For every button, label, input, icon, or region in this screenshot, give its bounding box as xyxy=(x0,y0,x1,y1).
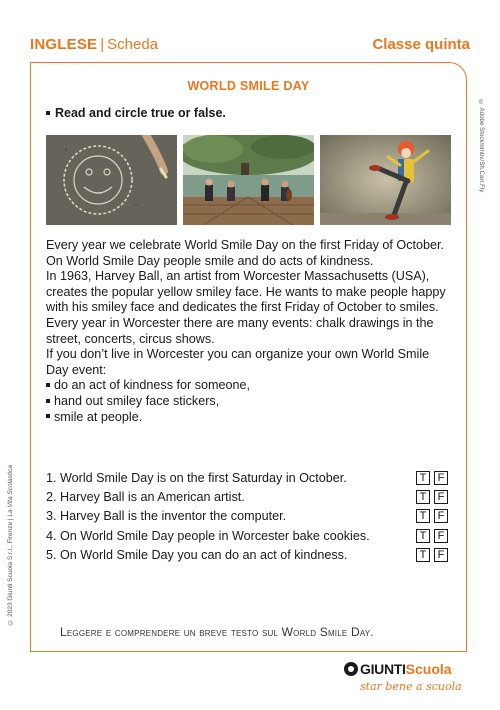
passage-list-text: hand out smiley face stickers, xyxy=(54,393,220,408)
passage-line: If you don’t live in Worcester you can organize your own World Smile xyxy=(46,347,430,362)
false-box[interactable]: F xyxy=(434,529,448,543)
true-box[interactable]: T xyxy=(416,529,430,543)
passage-line: On World Smile Day people smile and do acts of kindness. xyxy=(46,253,374,268)
true-box[interactable]: T xyxy=(416,490,430,504)
passage-list-item xyxy=(46,410,456,426)
passage-list-text: smile at people. xyxy=(54,409,143,424)
passage-list-item xyxy=(46,378,456,394)
true-box[interactable]: T xyxy=(416,471,430,485)
true-box[interactable]: T xyxy=(416,548,430,562)
passage-line: Every year we celebrate World Smile Day on the first Friday of October. xyxy=(46,238,445,252)
passage-line: Day event: xyxy=(46,362,107,377)
question-text: 2. Harvey Ball is an American artist. xyxy=(46,490,245,505)
header-grade: Classe quinta xyxy=(372,36,470,53)
logo-giunti: GIUNTI xyxy=(360,661,406,677)
passage-line: street, concerts, circus shows. xyxy=(46,331,215,346)
string-quartet-photo xyxy=(183,135,314,225)
passage-list-text: do an act of kindness for someone, xyxy=(54,378,251,393)
passage-line: Every year in Worcester there are many events: chalk drawings in the xyxy=(46,315,434,330)
page-header xyxy=(30,36,470,56)
header-type: Scheda xyxy=(107,36,159,53)
reading-passage xyxy=(46,238,456,425)
false-box[interactable]: F xyxy=(434,509,448,523)
true-false-questions xyxy=(46,471,456,567)
passage-line: In 1963, Harvey Ball, an artist from Worcester Massachusetts (USA), xyxy=(46,269,430,284)
passage-list-item xyxy=(46,394,456,410)
chalk-smiley-photo xyxy=(46,135,177,225)
true-box[interactable]: T xyxy=(416,509,430,523)
header-separator: | xyxy=(100,36,105,53)
logo-wordmark xyxy=(344,661,452,677)
question-row xyxy=(46,548,456,567)
learning-objective: Leggere e comprendere un breve testo sul World Smile Day. xyxy=(60,625,374,639)
question-text: 4. On World Smile Day people in Worcester bake cookies. xyxy=(46,528,370,543)
logo-tagline: star bene a scuola xyxy=(360,680,462,693)
publisher-logo xyxy=(344,661,469,695)
false-box[interactable]: F xyxy=(434,548,448,562)
passage-line: with his smiley face and dedicates the first Friday of October to smiles. xyxy=(46,300,439,315)
copyright-notice xyxy=(7,465,14,626)
question-row xyxy=(46,471,456,490)
clown-kick-photo xyxy=(320,135,451,225)
copyright-publication: La Vita Scolastica xyxy=(7,465,14,517)
false-box[interactable]: F xyxy=(434,490,448,504)
copyright-text: © 2023 Giunti Scuola S.r.l., Firenze | xyxy=(7,516,14,626)
bullet-icon xyxy=(46,111,50,115)
logo-scuola: Scuola xyxy=(405,661,452,677)
question-text: 1. World Smile Day is on the first Saturday in October. xyxy=(46,471,347,485)
instruction xyxy=(46,106,226,120)
instruction-text: Read and circle true or false. xyxy=(55,106,226,120)
header-subject-group xyxy=(30,36,158,53)
false-box[interactable]: F xyxy=(434,471,448,485)
question-text: 5. On World Smile Day you can do an act of kindness. xyxy=(46,547,348,562)
question-row xyxy=(46,529,456,548)
question-row xyxy=(46,490,456,509)
passage-line: creates the popular yellow smiley face. He wants to make people happy xyxy=(46,284,446,299)
worksheet-title: WORLD SMILE DAY xyxy=(187,79,310,93)
question-text: 3. Harvey Ball is the inventor the computer. xyxy=(46,509,287,524)
giunti-logo-icon xyxy=(344,662,358,676)
question-row xyxy=(46,509,456,528)
photo-credit: © Adobe Stock/nmbv/Sh.Carr.Fly xyxy=(478,100,484,193)
header-subject: INGLESE xyxy=(30,36,98,53)
